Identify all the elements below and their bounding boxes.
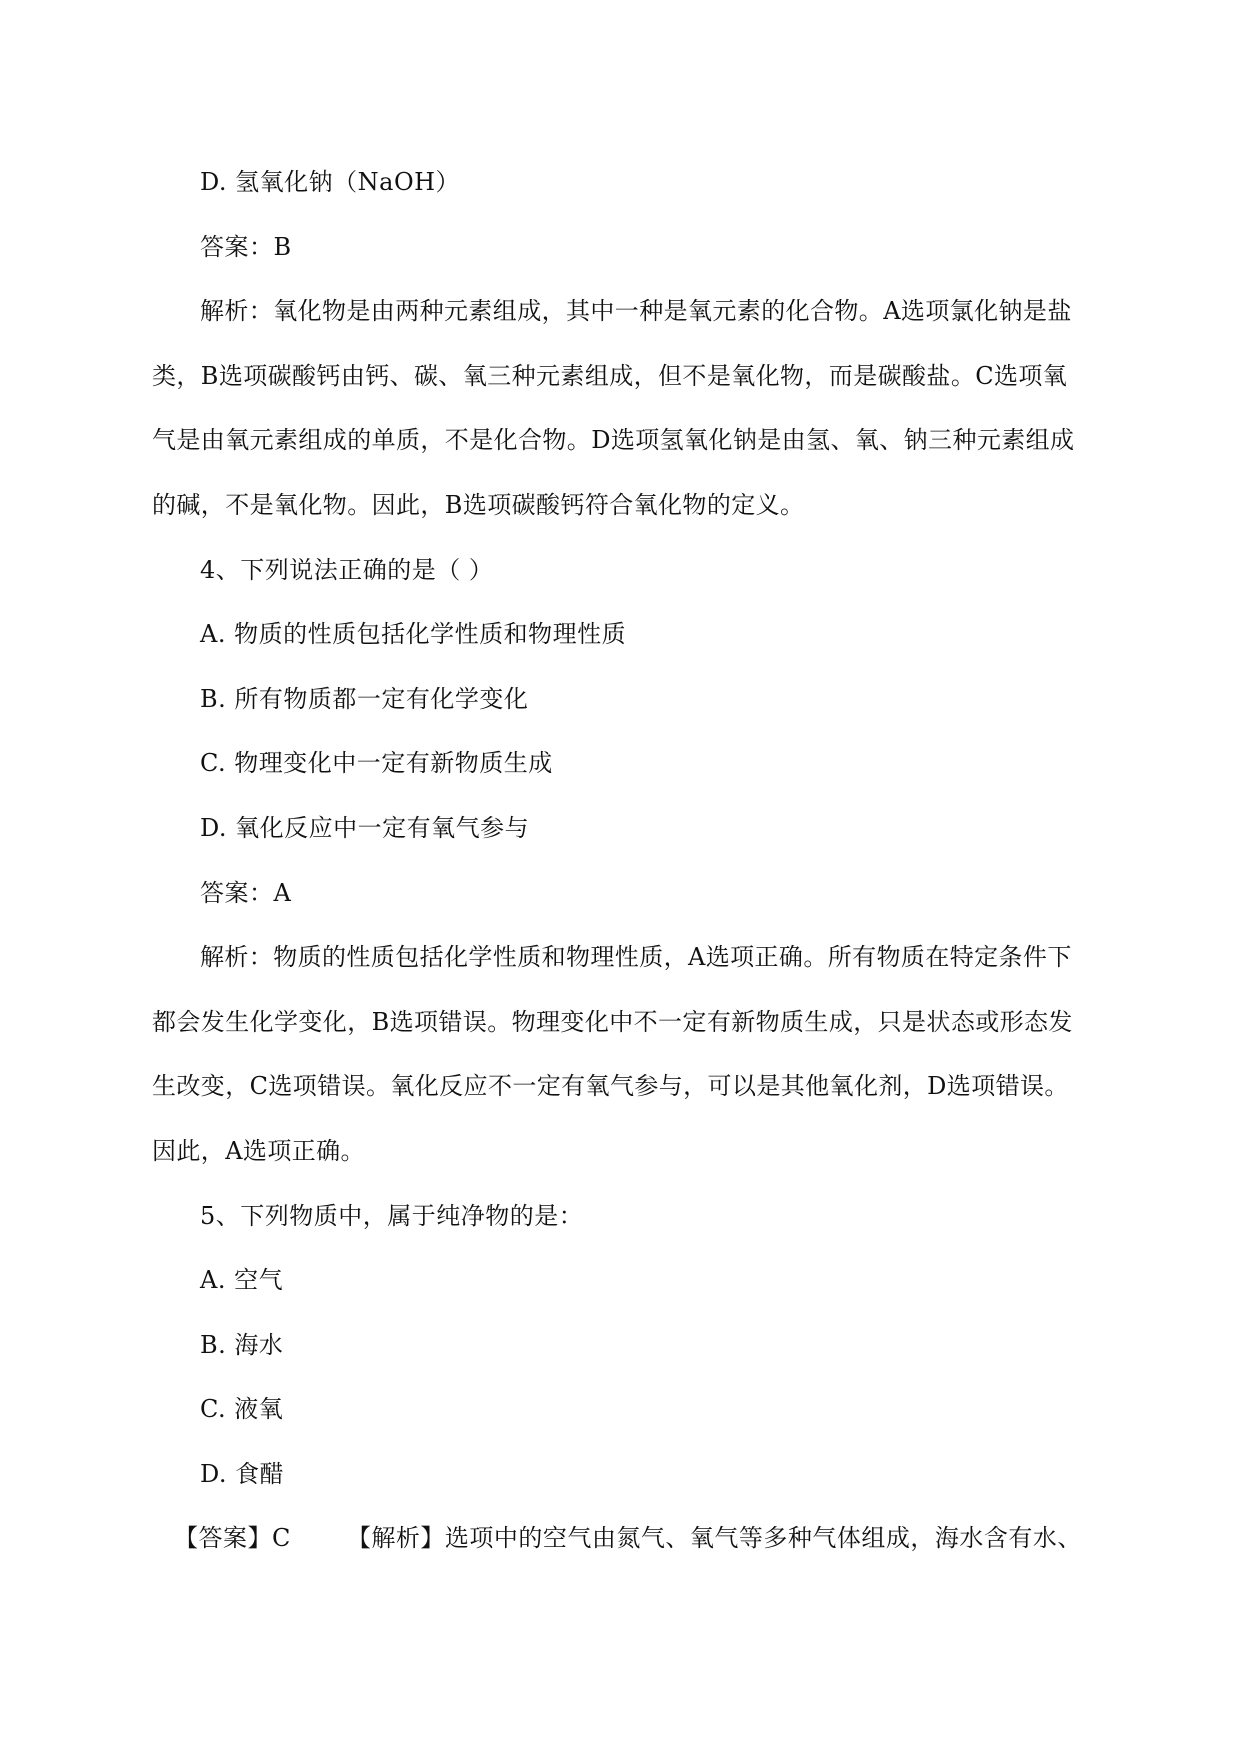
q3-answer: 答案：B xyxy=(200,232,292,261)
q5-answer-label: 【答案】C xyxy=(174,1524,291,1553)
q5-option-a: A. 空气 xyxy=(200,1266,284,1295)
q3-analysis-line: 的碱，不是氧化物。因此，B选项碳酸钙符合氧化物的定义。 xyxy=(152,490,805,519)
q3-option-d: D. 氢氧化钠（NaOH） xyxy=(200,168,461,196)
q4-question: 4、下列说法正确的是（ ） xyxy=(200,555,494,584)
q5-option-c: C. 液氧 xyxy=(200,1395,284,1424)
q4-analysis-line: 生改变，C选项错误。氧化反应不一定有氧气参与，可以是其他氧化剂，D选项错误。 xyxy=(152,1072,1069,1101)
q4-option-a: A. 物质的性质包括化学性质和物理性质 xyxy=(200,620,627,649)
q3-analysis xyxy=(152,279,1092,537)
q4-analysis xyxy=(152,925,1092,1183)
q4-analysis-line: 都会发生化学变化，B选项错误。物理变化中不一定有新物质生成，只是状态或形态发 xyxy=(152,1007,1073,1036)
q4-option-b: B. 所有物质都一定有化学变化 xyxy=(200,684,529,713)
q5-question: 5、下列物质中，属于纯净物的是： xyxy=(200,1201,584,1230)
q4-option-d: D. 氧化反应中一定有氧气参与 xyxy=(200,813,530,842)
q4-option-c: C. 物理变化中一定有新物质生成 xyxy=(200,749,553,778)
q4-analysis-line: 解析：物质的性质包括化学性质和物理性质，A选项正确。所有物质在特定条件下 xyxy=(200,943,1072,972)
q5-option-d: D. 食醋 xyxy=(200,1459,285,1488)
q5-option-b: B. 海水 xyxy=(200,1330,284,1359)
q4-answer: 答案：A xyxy=(200,878,292,907)
q5-analysis-start: 【解析】选项中的空气由氮气、氧气等多种气体组成，海水含有水、 xyxy=(346,1524,1082,1553)
q3-analysis-line: 气是由氧元素组成的单质，不是化合物。D选项氢氧化钠是由氢、氧、钠三种元素组成 xyxy=(152,426,1075,455)
q3-analysis-line: 解析：氧化物是由两种元素组成，其中一种是氧元素的化合物。A选项氯化钠是盐 xyxy=(200,297,1072,326)
q3-analysis-line: 类，B选项碳酸钙由钙、碳、氧三种元素组成，但不是氧化物，而是碳酸盐。C选项氧 xyxy=(152,361,1068,390)
q5-answer-row xyxy=(152,1506,1092,1571)
q4-analysis-line: 因此，A选项正确。 xyxy=(152,1136,365,1165)
document-page xyxy=(152,150,1092,1571)
